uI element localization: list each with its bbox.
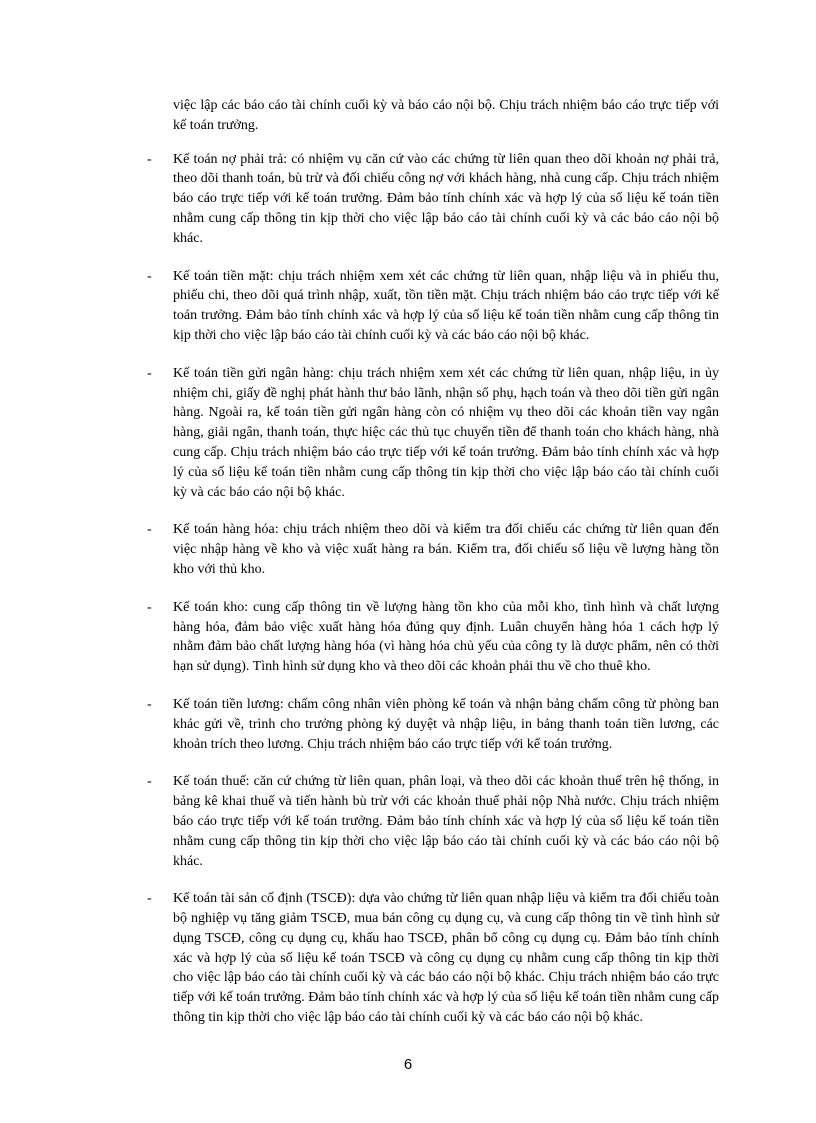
bullet-text: Kế toán tiền gửi ngân hàng: chịu trách nhiệm xem xét các chứng từ liên quan, nhập liệu, in ủy nhiệm chi, giấy đề nghị phát hành thư bảo lãnh, nhận sổ phụ, hạch toán và theo dõi tiền gửi ngân hàng. Ngoài ra, kế toán tiền gửi ngân hàng còn có nhiệm vụ theo dõi các khoản tiền vay ngân hàng, giải ngân, thanh toán, thực hiệc các thủ tục chuyển tiền để thanh toán cho khách hàng, nhà cung cấp. Chịu trách nhiệm báo cáo trực tiếp với kế toán trưởng. Đảm bảo tính chính xác và hợp lý của số liệu kế toán tiền nhằm cung cấp thông tin kịp thời cho việc lập báo cáo tài chính cuối kỳ và các báo cáo nội bộ khác. xyxy=(173,365,719,500)
bullet-dash: - xyxy=(147,696,152,712)
page-body xyxy=(147,96,719,1046)
bullet-text: Kế toán tiền mặt: chịu trách nhiệm xem xét các chứng từ liên quan, nhập liệu và in phiếu thu, phiếu chi, theo dõi quá trình nhập, xuất, tồn tiền mặt. Chịu trách nhiệm báo cáo trực tiếp với kế toán trưởng. Đảm bảo tính chính xác và hợp lý của số liệu kế toán tiền nhằm cung cấp thông tin kịp thời cho việc lập báo cáo tài chính cuối kỳ và các báo cáo nội bộ khác. xyxy=(173,268,719,343)
bullet-text: Kế toán tài sản cố định (TSCĐ): dựa vào chứng từ liên quan nhập liệu và kiểm tra đối chiếu toàn bộ nghiệp vụ tăng giảm TSCĐ, mua bán công cụ dụng cụ, và cung cấp thông tin về tình hình sử dụng TSCĐ, công cụ dụng cụ, khấu hao TSCĐ, phân bổ công cụ dụng cụ. Đảm bảo tính chính xác và hợp lý của số liệu kế toán TSCĐ và công cụ dụng cụ nhằm cung cấp thông tin kịp thời cho việc lập báo cáo tài chính cuối kỳ và các báo cáo nội bộ khác. Chịu trách nhiệm báo cáo trực tiếp với kế toán trưởng. Đảm bảo tính chính xác và hợp lý của số liệu kế toán tiền nhằm cung cấp thông tin kịp thời cho việc lập báo cáo tài chính cuối kỳ và các báo cáo nội bộ khác. xyxy=(173,891,719,1026)
bullet-dash: - xyxy=(147,891,152,907)
bullet-item-goods xyxy=(147,520,719,579)
bullet-text: Kế toán nợ phải trả: có nhiệm vụ căn cứ vào các chứng từ liên quan theo dõi khoản nợ phải trả, theo dõi thanh toán, bù trừ và đối chiếu công nợ với khách hàng, nhà cung cấp. Chịu trách nhiệm báo cáo trực tiếp với kế toán trưởng. Đảm bảo tính chính xác và hợp lý của số liệu kế toán tiền nhằm cung cấp thông tin kịp thời cho việc lập báo cáo tài chính cuối kỳ và các báo cáo nội bộ khác. xyxy=(173,151,719,246)
bullet-dash: - xyxy=(147,151,152,167)
page-number: 6 xyxy=(403,1056,413,1073)
bullet-item-tax xyxy=(147,772,719,871)
bullet-text: Kế toán kho: cung cấp thông tin về lượng hàng tồn kho của mỗi kho, tình hình và chất lượng hàng hóa, đảm bảo việc xuất hàng hóa đúng quy định. Luân chuyển hàng hóa 1 cách hợp lý nhằm đảm bảo chất lượng hàng hóa (vì hàng hóa chủ yếu của công ty là dược phẩm, nên có thời hạn sử dụng). Tình hình sử dụng kho và theo dõi các khoản phải thu về cho thuê kho. xyxy=(173,599,719,675)
bullet-dash: - xyxy=(147,522,152,538)
bullet-dash: - xyxy=(147,774,152,790)
bullet-dash: - xyxy=(147,365,152,381)
bullet-text: Kế toán thuế: căn cứ chứng từ liên quan, phân loại, và theo dõi các khoản thuế trên hệ thống, in bảng kê khai thuế và tiến hành bù trừ với các khoản thuế phải nộp Nhà nước. Chịu trách nhiệm báo cáo trực tiếp với kế toán trưởng. Đảm bảo tính chính xác và hợp lý của số liệu kế toán tiền nhằm cung cấp thông tin kịp thời cho việc lập báo cáo tài chính cuối kỳ và các báo cáo nội bộ khác. xyxy=(173,774,719,869)
bullet-dash: - xyxy=(147,268,152,284)
bullet-item-cash xyxy=(147,267,719,346)
continuation-text: việc lập các báo cáo tài chính cuối kỳ và báo cáo nội bộ. Chịu trách nhiệm báo cáo trực tiếp với kế toán trưởng. xyxy=(173,98,719,133)
bullet-dash: - xyxy=(147,599,152,615)
bullet-item-fixed-assets xyxy=(147,889,719,1028)
bullet-item-accounts-payable xyxy=(147,150,719,249)
continuation-paragraph xyxy=(147,96,719,136)
bullet-item-warehouse xyxy=(147,598,719,677)
bullet-text: Kế toán hàng hóa: chịu trách nhiệm theo dõi và kiểm tra đối chiếu các chứng từ liên quan đến việc nhập hàng về kho và việc xuất hàng ra bán. Kiểm tra, đối chiếu số liệu về lượng hàng tồn kho với thủ kho. xyxy=(173,522,719,577)
bullet-item-payroll xyxy=(147,695,719,754)
bullet-text: Kế toán tiền lương: chấm công nhân viên phòng kế toán và nhận bảng chấm công từ phòng ban khác gửi về, trình cho trưởng phòng ký duyệt và nhập liệu, in bảng thanh toán tiền lương, các khoản trích theo lương. Chịu trách nhiệm báo cáo trực tiếp với kế toán trưởng. xyxy=(173,696,719,752)
bullet-item-bank-deposits xyxy=(147,364,719,503)
